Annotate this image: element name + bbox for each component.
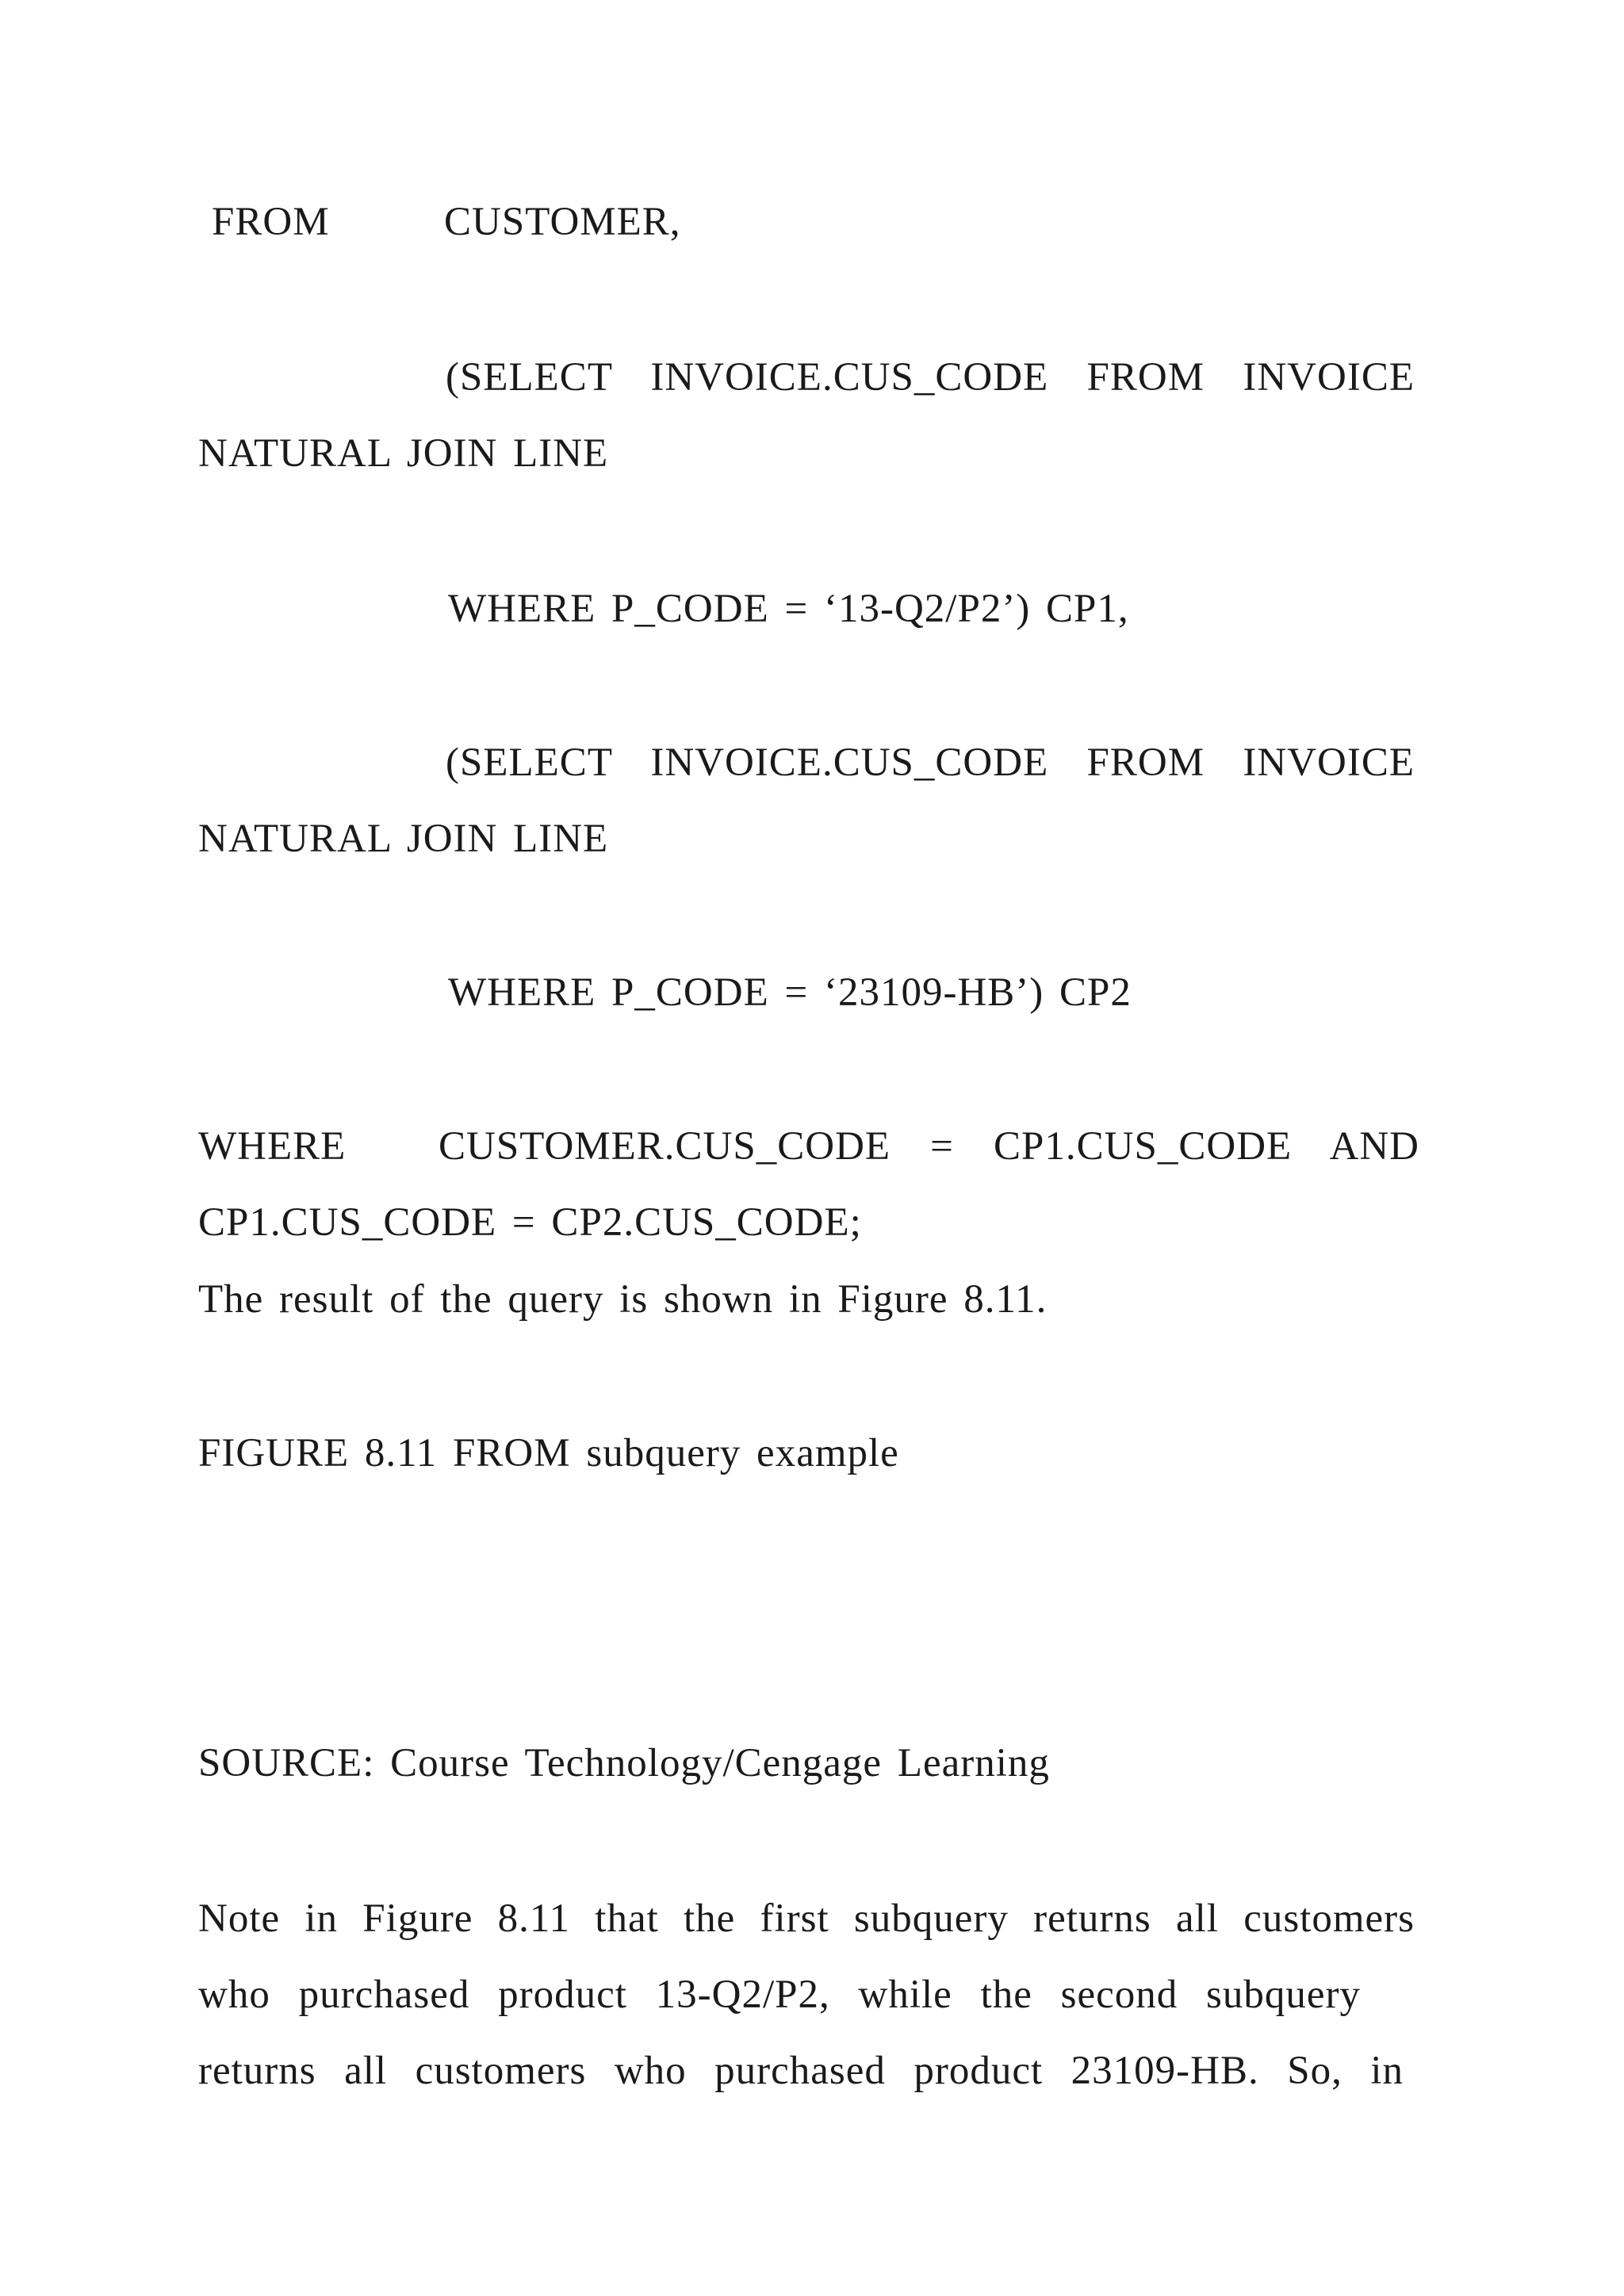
sql-from-table: CUSTOMER, bbox=[444, 200, 681, 244]
sql-where-keyword: WHERE bbox=[198, 1124, 347, 1169]
body-text-result: The result of the query is shown in Figure 8.11. bbox=[198, 1277, 1048, 1322]
sql-where-condition-1: CUSTOMER.CUS_CODE = CP1.CUS_CODE AND bbox=[439, 1124, 1419, 1169]
figure-source: SOURCE: Course Technology/Cengage Learning bbox=[198, 1741, 1050, 1785]
sql-subquery-2-where: WHERE P_CODE = ‘23109-HB’) CP2 bbox=[448, 970, 1132, 1015]
figure-caption: FIGURE 8.11 FROM subquery example bbox=[198, 1431, 899, 1475]
body-paragraph-line-2: who purchased product 13-Q2/P2, while the second subquery bbox=[198, 1973, 1361, 2017]
body-paragraph-line-3: returns all customers who purchased product 23109-HB. So, in bbox=[198, 2049, 1404, 2093]
body-paragraph-line-1: Note in Figure 8.11 that the first subquery returns all customers bbox=[198, 1896, 1415, 1941]
sql-subquery-2-join: NATURAL JOIN LINE bbox=[198, 817, 609, 861]
sql-where-condition-2: CP1.CUS_CODE = CP2.CUS_CODE; bbox=[198, 1200, 862, 1245]
sql-subquery-1-select: (SELECT INVOICE.CUS_CODE FROM INVOICE bbox=[446, 355, 1415, 400]
sql-subquery-1-join: NATURAL JOIN LINE bbox=[198, 431, 609, 476]
sql-subquery-2-select: (SELECT INVOICE.CUS_CODE FROM INVOICE bbox=[446, 740, 1415, 785]
sql-subquery-1-where: WHERE P_CODE = ‘13-Q2/P2’) CP1, bbox=[448, 587, 1129, 631]
sql-from-keyword: FROM bbox=[212, 200, 330, 244]
